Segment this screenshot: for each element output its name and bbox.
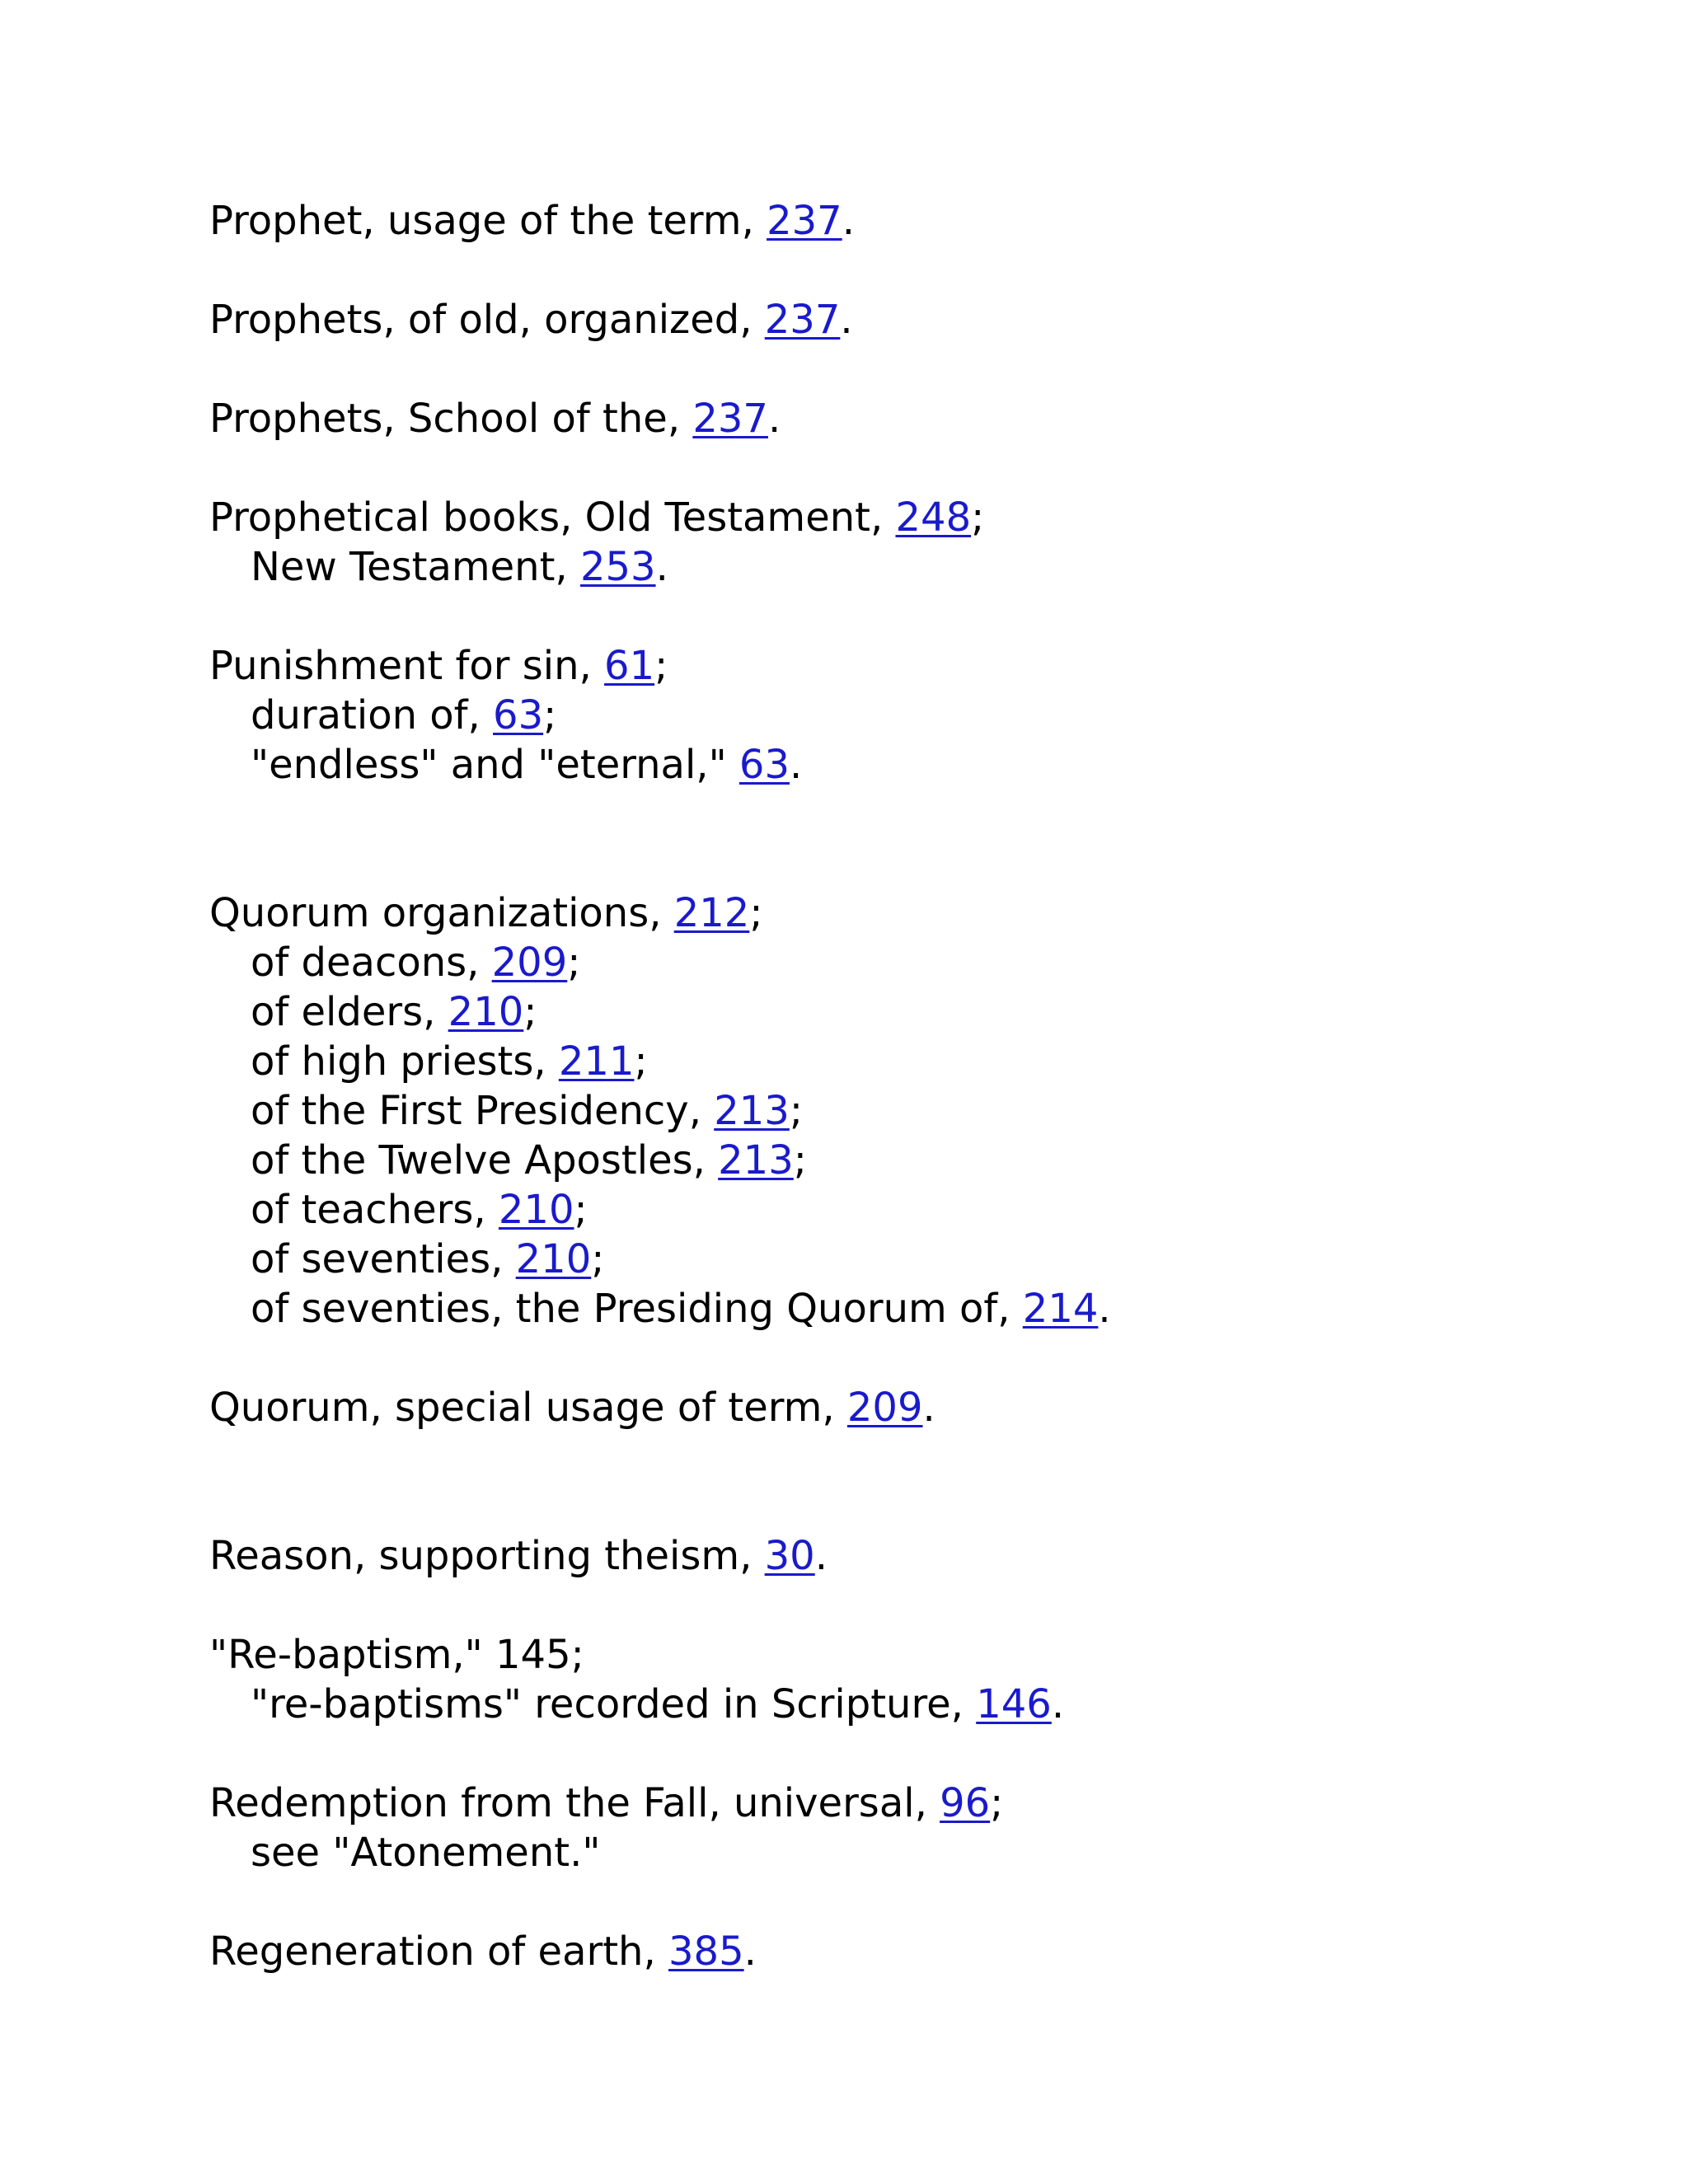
index-subline: of the Twelve Apostles, 213;	[251, 1137, 807, 1183]
index-entry-reason	[209, 1531, 1611, 1581]
page-link[interactable]: 63	[493, 692, 544, 738]
page-link[interactable]: 237	[767, 198, 842, 244]
page-link[interactable]: 213	[714, 1088, 790, 1134]
page-link[interactable]: 248	[895, 494, 972, 541]
index-entry-prophet	[209, 196, 1611, 246]
index-subline: "endless" and "eternal," 63.	[251, 742, 803, 788]
index-entry-prophets-school	[209, 394, 1611, 443]
index-entry-re-baptism	[209, 1630, 1611, 1729]
index-subline: of seventies, the Presiding Quorum of, 214.	[251, 1286, 1111, 1332]
page-link[interactable]: 209	[491, 940, 568, 986]
index-page	[209, 196, 1611, 1976]
index-line: Quorum organizations, 212;	[209, 890, 763, 936]
index-line: Prophets, of old, organized, 237.	[209, 297, 853, 343]
page-link[interactable]: 146	[976, 1681, 1052, 1727]
index-subline: New Testament, 253.	[251, 544, 668, 590]
index-subline: of seventies, 210;	[251, 1236, 605, 1282]
page-link[interactable]: 209	[846, 1385, 923, 1431]
index-entry-prophetical-books	[209, 493, 1611, 592]
index-entry-prophets-of-old	[209, 295, 1611, 344]
index-line: Reason, supporting theism, 30.	[209, 1533, 828, 1579]
index-subline: of high priests, 211;	[251, 1038, 648, 1085]
index-subline: duration of, 63;	[251, 692, 557, 738]
page-link[interactable]: 214	[1022, 1286, 1099, 1332]
index-line: "Re-baptism," 145;	[209, 1632, 584, 1678]
page-link[interactable]: 213	[718, 1137, 794, 1183]
index-line: Punishment for sin, 61;	[209, 643, 668, 689]
index-entry-quorum-usage	[209, 1383, 1611, 1432]
index-subline: of teachers, 210;	[251, 1187, 588, 1233]
page-link[interactable]: 30	[764, 1533, 815, 1579]
index-line: Prophets, School of the, 237.	[209, 396, 781, 442]
index-line: Prophet, usage of the term, 237.	[209, 198, 855, 244]
index-subline: see "Atonement."	[251, 1830, 601, 1876]
page-link[interactable]: 210	[515, 1236, 592, 1282]
index-line: Prophetical books, Old Testament, 248;	[209, 494, 985, 541]
page-link[interactable]: 253	[579, 544, 656, 590]
index-subline: of the First Presidency, 213;	[251, 1088, 804, 1134]
index-entry-regeneration	[209, 1927, 1611, 1976]
page-link[interactable]: 385	[668, 1929, 744, 1975]
index-line: Regeneration of earth, 385.	[209, 1929, 757, 1975]
index-subline: of elders, 210;	[251, 989, 537, 1035]
page-link[interactable]: 237	[692, 396, 768, 442]
index-line: Redemption from the Fall, universal, 96;	[209, 1780, 1004, 1826]
page-link[interactable]: 210	[448, 989, 524, 1035]
index-line: Quorum, special usage of term, 209.	[209, 1385, 935, 1431]
index-subline: of deacons, 209;	[251, 940, 581, 986]
page-link[interactable]: 96	[940, 1780, 991, 1826]
index-entry-quorum-organizations	[209, 888, 1611, 1333]
page-link[interactable]: 237	[764, 297, 841, 343]
page-link[interactable]: 63	[738, 742, 790, 788]
page-link[interactable]: 61	[604, 643, 655, 689]
page-link[interactable]: 212	[673, 890, 750, 936]
index-subline: "re-baptisms" recorded in Scripture, 146.	[251, 1681, 1065, 1727]
page-link[interactable]: 211	[558, 1038, 635, 1085]
index-entry-punishment	[209, 641, 1611, 790]
page-link[interactable]: 210	[498, 1187, 574, 1233]
index-entry-redemption	[209, 1779, 1611, 1877]
